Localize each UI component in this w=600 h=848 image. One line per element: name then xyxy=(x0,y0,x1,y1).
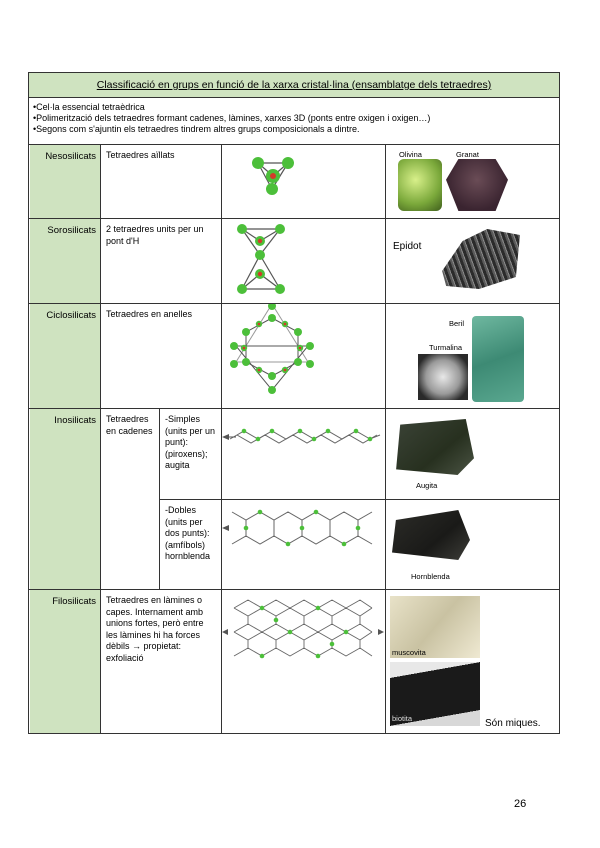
intro-line: •Segons com s'ajuntin els tetraedres tindrem altres grups composicionals a dintre. xyxy=(33,124,360,134)
garnet-image xyxy=(446,159,508,211)
epidote-image xyxy=(438,229,520,289)
row-desc: 2 tetraedres units per un pont d'H xyxy=(106,224,204,246)
double-chain-diagram xyxy=(222,500,385,560)
row-desc: Tetraedres en làmines o capes. Internament amb unions fortes, però entre les làmines hi ha forces dèbils → propietat: exfoliació xyxy=(106,595,204,663)
row-label-inosilicats: Inosilicats xyxy=(30,409,100,589)
mineral-caption: Turmalina xyxy=(429,343,463,352)
mineral-caption: Hornblenda xyxy=(411,572,450,581)
isolated-tetrahedron-diagram xyxy=(222,145,385,218)
mineral-caption: biotita xyxy=(392,714,413,723)
row-desc: Tetraedres aïllats xyxy=(106,150,175,160)
olivine-image xyxy=(398,159,442,211)
row-label-sorosilicats: Sorosilicats xyxy=(30,219,100,303)
ring-silicate-diagram xyxy=(222,304,385,408)
tourmaline-image xyxy=(418,354,468,400)
row-label-nesosilicats: Nesosilicats xyxy=(30,145,100,218)
sub-desc: -Simples (units per un punt): (piroxens); augita xyxy=(165,414,216,470)
row-label-filosilicats: Filosilicats xyxy=(30,590,100,733)
mineral-caption: Beril xyxy=(449,319,465,328)
sub-desc: -Dobles (units per dos punts): (amfíbols) hornblenda xyxy=(165,505,211,561)
augite-image xyxy=(392,419,474,475)
mineral-caption: Granat xyxy=(456,150,479,159)
silicate-classification-table xyxy=(28,72,560,734)
mineral-caption: muscovita xyxy=(392,648,426,657)
intro-bullets xyxy=(29,97,559,144)
intro-line: •Cel·la essencial tetraèdrica xyxy=(33,102,145,112)
paired-tetrahedra-diagram xyxy=(222,219,385,303)
intro-line: •Polimerització dels tetraedres formant cadenes, làmines, xarxes 3D (ponts entre oxigen i oxigen…) xyxy=(33,113,431,123)
page-number: 26 xyxy=(514,798,527,810)
beryl-image xyxy=(472,316,524,402)
table-title: Classificació en grups en funció de la xarxa cristal·lina (ensamblatge dels tetraedres) xyxy=(29,73,559,97)
mineral-caption: Epidot xyxy=(393,241,422,252)
row-label-ciclosilicats: Ciclosilicats xyxy=(30,304,100,408)
ciclosilicate-minerals xyxy=(386,304,560,408)
hornblende-image xyxy=(392,510,470,560)
sorosilicate-minerals xyxy=(386,219,560,303)
nesosilicate-minerals xyxy=(386,145,560,218)
single-chain-diagram xyxy=(222,409,385,469)
row-desc: Tetraedres en anelles xyxy=(106,309,193,319)
filosilicate-minerals xyxy=(386,590,560,733)
sheet-silicate-diagram xyxy=(222,590,385,670)
mica-note: Són miques. xyxy=(485,718,541,729)
mineral-caption: Augita xyxy=(416,481,438,490)
hornblende-cell xyxy=(386,500,560,589)
row-desc: Tetraedres en cadenes xyxy=(106,414,153,436)
augite-cell xyxy=(386,409,560,499)
mineral-caption: Olivina xyxy=(399,150,422,159)
